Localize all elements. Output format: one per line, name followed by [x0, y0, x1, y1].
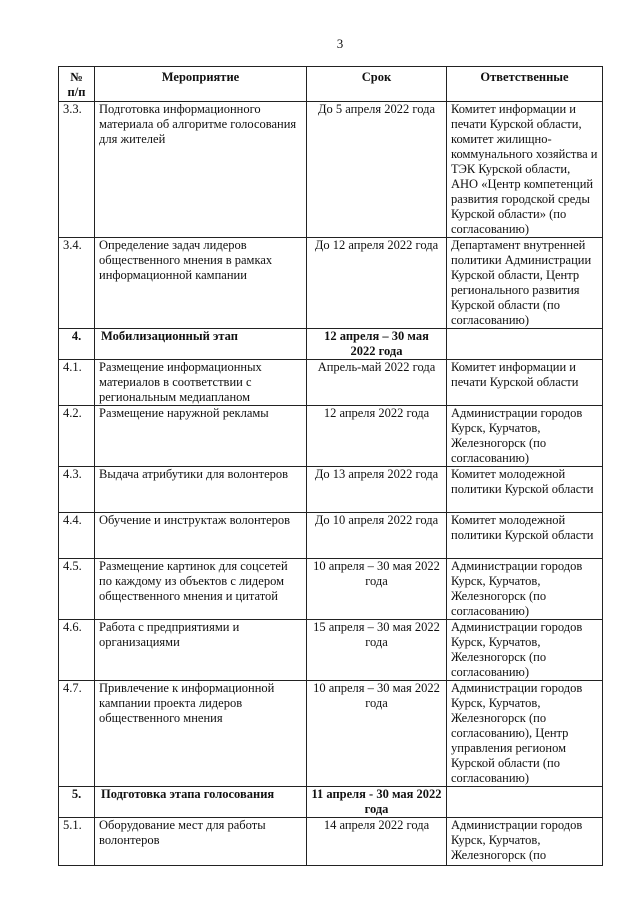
row-event: Обучение и инструктаж волонтеров: [95, 513, 307, 559]
row-deadline: 15 апреля – 30 мая 2022 года: [307, 620, 447, 681]
row-responsible: [447, 787, 603, 818]
row-responsible: Администрации городов Курск, Курчатов, Железногорск (по согласованию): [447, 406, 603, 467]
row-responsible: Комитет информации и печати Курской области, комитет жилищно-коммунального хозяйства и ТЭК Курской области, АНО «Центр компетенций развития городской среды Курской области» (по согласованию): [447, 102, 603, 238]
row-num: 5.1.: [59, 818, 95, 866]
table-row: [59, 818, 603, 866]
row-event: Подготовка этапа голосования: [95, 787, 307, 818]
row-num: 5.: [59, 787, 95, 818]
row-responsible: Комитет молодежной политики Курской области: [447, 467, 603, 513]
row-num: 4.4.: [59, 513, 95, 559]
row-event: Мобилизационный этап: [95, 329, 307, 360]
row-responsible: Департамент внутренней политики Администрации Курской области, Центр регионального развития Курской области (по согласованию): [447, 238, 603, 329]
row-num: 4.3.: [59, 467, 95, 513]
row-event: Выдача атрибутики для волонтеров: [95, 467, 307, 513]
row-event: Подготовка информационного материала об алгоритме голосования для жителей: [95, 102, 307, 238]
table-row: [59, 102, 603, 238]
table-row: [59, 681, 603, 787]
row-responsible: Администрации городов Курск, Курчатов, Железногорск (по: [447, 818, 603, 866]
row-event: Размещение информационных материалов в соответствии с региональным медиапланом: [95, 360, 307, 406]
row-num: 4.1.: [59, 360, 95, 406]
row-responsible: Администрации городов Курск, Курчатов, Железногорск (по согласованию), Центр управления регионом Курской области (по согласованию): [447, 681, 603, 787]
table-row-stage: [59, 787, 603, 818]
row-deadline: 10 апреля – 30 мая 2022 года: [307, 559, 447, 620]
table-row: [59, 620, 603, 681]
row-deadline: 11 апреля - 30 мая 2022 года: [307, 787, 447, 818]
row-responsible: Комитет информации и печати Курской области: [447, 360, 603, 406]
row-event: Оборудование мест для работы волонтеров: [95, 818, 307, 866]
row-num: 4.: [59, 329, 95, 360]
row-deadline: До 12 апреля 2022 года: [307, 238, 447, 329]
row-num: 4.6.: [59, 620, 95, 681]
row-num: 4.2.: [59, 406, 95, 467]
row-event: Работа с предприятиями и организациями: [95, 620, 307, 681]
row-responsible: Администрации городов Курск, Курчатов, Железногорск (по согласованию): [447, 620, 603, 681]
row-num: 4.5.: [59, 559, 95, 620]
row-num: 3.3.: [59, 102, 95, 238]
row-deadline: 10 апреля – 30 мая 2022 года: [307, 681, 447, 787]
table-row: [59, 238, 603, 329]
row-num: 3.4.: [59, 238, 95, 329]
row-deadline: 14 апреля 2022 года: [307, 818, 447, 866]
table-row: [59, 559, 603, 620]
row-event: Размещение картинок для соцсетей по каждому из объектов с лидером общественного мнения и цитатой: [95, 559, 307, 620]
plan-table: [58, 66, 603, 866]
table-row-stage: [59, 329, 603, 360]
row-deadline: Апрель-май 2022 года: [307, 360, 447, 406]
row-deadline: 12 апреля 2022 года: [307, 406, 447, 467]
header-event: Мероприятие: [95, 67, 307, 102]
table-header-row: [59, 67, 603, 102]
table-row: [59, 406, 603, 467]
row-deadline: До 13 апреля 2022 года: [307, 467, 447, 513]
row-responsible: Комитет молодежной политики Курской области: [447, 513, 603, 559]
row-deadline: До 10 апреля 2022 года: [307, 513, 447, 559]
page-number: 3: [336, 36, 344, 51]
header-num: № п/п: [59, 67, 95, 102]
row-deadline: 12 апреля – 30 мая 2022 года: [307, 329, 447, 360]
header-responsible: Ответственные: [447, 67, 603, 102]
header-deadline: Срок: [307, 67, 447, 102]
row-responsible: Администрации городов Курск, Курчатов, Железногорск (по согласованию): [447, 559, 603, 620]
table-row: [59, 513, 603, 559]
row-num: 4.7.: [59, 681, 95, 787]
table-row: [59, 360, 603, 406]
row-responsible: [447, 329, 603, 360]
row-deadline: До 5 апреля 2022 года: [307, 102, 447, 238]
row-event: Размещение наружной рекламы: [95, 406, 307, 467]
table-row: [59, 467, 603, 513]
row-event: Привлечение к информационной кампании проекта лидеров общественного мнения: [95, 681, 307, 787]
row-event: Определение задач лидеров общественного мнения в рамках информационной кампании: [95, 238, 307, 329]
